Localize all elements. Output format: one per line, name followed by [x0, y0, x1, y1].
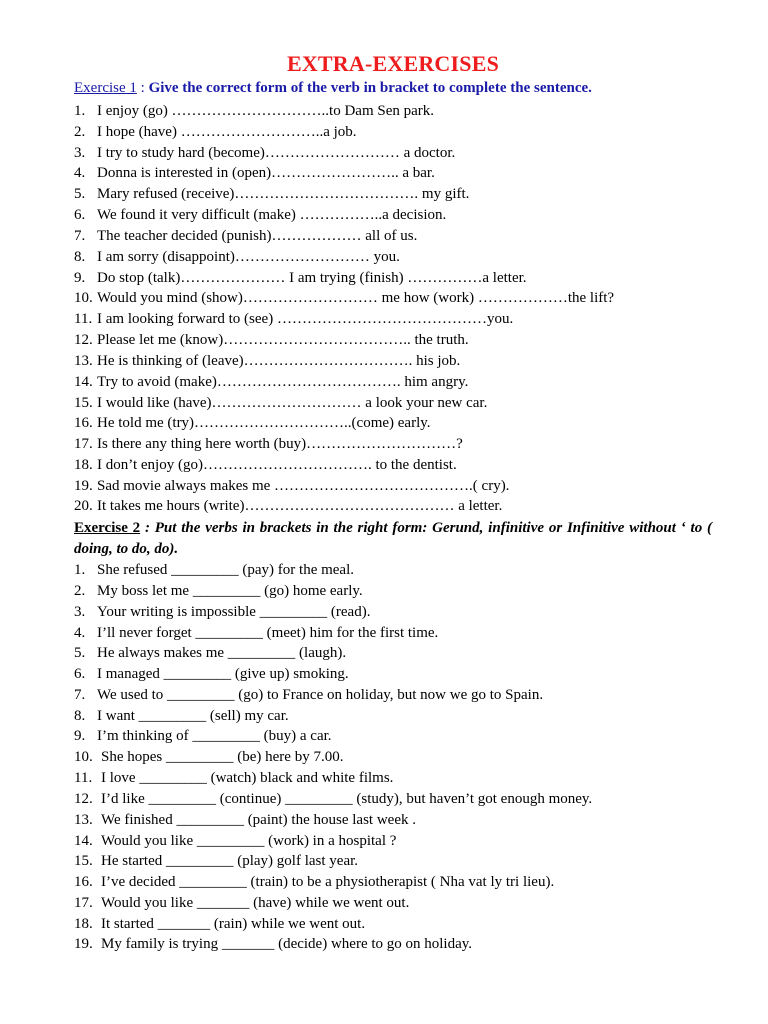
item-text: He is thinking of (leave)……………………………. his job. — [97, 353, 461, 369]
item-number: 6. — [74, 666, 86, 682]
item-number: 14. — [74, 833, 93, 849]
item-number: 13. — [74, 353, 93, 369]
exercise-1-item — [74, 269, 527, 287]
item-number: 19. — [74, 936, 93, 952]
item-text: She refused _________ (pay) for the meal. — [97, 562, 355, 578]
item-text: Mary refused (receive)………………………………. my gift. — [97, 186, 470, 202]
exercise-1-heading — [74, 80, 592, 97]
item-text: Please let me (know)……………………………….. the truth. — [97, 332, 469, 348]
item-number: 11. — [74, 311, 93, 327]
item-text: I’d like _________ (continue) _________ (study), but haven’t got enough money. — [101, 791, 593, 807]
item-number: 10. — [74, 290, 93, 306]
item-number: 2. — [74, 124, 86, 140]
exercise-1-item — [74, 248, 400, 266]
item-number: 16. — [74, 874, 93, 890]
item-number: 19. — [74, 478, 93, 494]
item-number: 3. — [74, 604, 86, 620]
item-text: I don’t enjoy (go)……………………………. to the dentist. — [97, 457, 457, 473]
item-text: It takes me hours (write)…………………………………… a letter. — [97, 498, 503, 514]
item-text: My family is trying _______ (decide) where to go on holiday. — [101, 936, 473, 952]
item-number: 9. — [74, 728, 86, 744]
item-number: 11. — [74, 770, 93, 786]
item-number: 12. — [74, 791, 93, 807]
exercise-1-item — [74, 185, 469, 203]
exercise-2-item — [74, 873, 554, 891]
item-number: 12. — [74, 332, 93, 348]
item-text: I’ll never forget _________ (meet) him for the first time. — [97, 625, 439, 641]
item-text: Try to avoid (make)………………………………. him angry. — [97, 374, 469, 390]
exercise-1-item — [74, 227, 417, 245]
item-number: 13. — [74, 812, 93, 828]
exercise-2-item — [74, 582, 363, 600]
item-text: Your writing is impossible _________ (read). — [97, 604, 371, 620]
exercise-1-item — [74, 289, 614, 307]
exercise-2-instruction: : Put the verbs in brackets in the right form: Gerund, infinitive or Infinitive without ‘ to ( doing, to do, do). — [74, 520, 712, 557]
item-text: Would you like _______ (have) while we went out. — [101, 895, 410, 911]
item-text: I enjoy (go) …………………………..to Dam Sen park. — [97, 103, 435, 119]
item-number: 16. — [74, 415, 93, 431]
item-number: 9. — [74, 270, 86, 286]
exercise-1-item — [74, 331, 469, 349]
item-number: 7. — [74, 228, 86, 244]
exercise-2-item — [74, 561, 354, 579]
exercise-1-label: Exercise 1 — [74, 80, 137, 96]
item-number: 20. — [74, 498, 93, 514]
exercise-2-item — [74, 915, 365, 933]
exercise-2-item — [74, 624, 438, 642]
exercise-2-item — [74, 894, 409, 912]
exercise-2-item — [74, 748, 343, 766]
exercise-2-item — [74, 769, 393, 787]
item-text: He always makes me _________ (laugh). — [97, 645, 347, 661]
item-text: We found it very difficult (make) ……………..a decision. — [97, 207, 447, 223]
exercise-2-item — [74, 852, 358, 870]
item-text: He started _________ (play) golf last year. — [101, 853, 359, 869]
exercise-2-item — [74, 727, 332, 745]
exercise-2-item — [74, 665, 349, 683]
exercise-1-item — [74, 310, 513, 328]
item-number: 4. — [74, 625, 86, 641]
item-number: 10. — [74, 749, 93, 765]
item-text: I want _________ (sell) my car. — [97, 708, 289, 724]
item-number: 14. — [74, 374, 93, 390]
exercise-1-instruction: Give the correct form of the verb in bracket to complete the sentence. — [144, 80, 592, 96]
item-text: I managed _________ (give up) smoking. — [97, 666, 349, 682]
item-text: Would you mind (show)……………………… me how (work) ………………the lift? — [97, 290, 615, 306]
exercise-1-item — [74, 144, 455, 162]
item-text: I am looking forward to (see) ……………………………………you. — [97, 311, 514, 327]
exercise-1-colon: : — [136, 80, 145, 96]
item-text: I love _________ (watch) black and white films. — [101, 770, 394, 786]
item-number: 7. — [74, 687, 86, 703]
item-number: 1. — [74, 103, 86, 119]
item-text: I’m thinking of _________ (buy) a car. — [97, 728, 332, 744]
item-number: 8. — [74, 249, 86, 265]
item-number: 5. — [74, 645, 86, 661]
item-text: I am sorry (disappoint)……………………… you. — [97, 249, 400, 265]
item-text: Would you like _________ (work) in a hospital ? — [101, 833, 397, 849]
item-number: 3. — [74, 145, 86, 161]
item-text: She hopes _________ (be) here by 7.00. — [101, 749, 344, 765]
item-number: 17. — [74, 436, 93, 452]
exercise-2-item — [74, 707, 289, 725]
exercise-2-item — [74, 603, 370, 621]
exercise-2-item — [74, 832, 396, 850]
item-text: My boss let me _________ (go) home early. — [97, 583, 363, 599]
item-number: 15. — [74, 853, 93, 869]
exercise-2-item — [74, 686, 543, 704]
item-text: He told me (try)…………………………..(come) early. — [97, 415, 431, 431]
item-text: Is there any thing here worth (buy)…………………………? — [97, 436, 463, 452]
exercise-1-item — [74, 497, 502, 515]
exercise-2-item — [74, 790, 592, 808]
item-text: I try to study hard (become)……………………… a doctor. — [97, 145, 456, 161]
item-number: 18. — [74, 457, 93, 473]
exercise-1-item — [74, 352, 460, 370]
page-title: EXTRA-EXERCISES — [286, 51, 500, 76]
item-number: 5. — [74, 186, 86, 202]
exercise-1-item — [74, 456, 457, 474]
exercise-1-item — [74, 435, 463, 453]
exercise-2-item — [74, 811, 416, 829]
item-number: 15. — [74, 395, 93, 411]
item-text: The teacher decided (punish)……………… all of us. — [97, 228, 418, 244]
item-number: 2. — [74, 583, 86, 599]
exercise-2-heading — [74, 518, 712, 560]
item-text: We used to _________ (go) to France on holiday, but now we go to Spain. — [97, 687, 544, 703]
item-number: 6. — [74, 207, 86, 223]
item-number: 8. — [74, 708, 86, 724]
item-text: I would like (have)………………………… a look your new car. — [97, 395, 488, 411]
exercise-1-item — [74, 477, 509, 495]
item-text: It started _______ (rain) while we went out. — [101, 916, 366, 932]
item-text: Do stop (talk)………………… I am trying (finish) ……………a letter. — [97, 270, 527, 286]
item-number: 1. — [74, 562, 86, 578]
exercise-2-item — [74, 644, 346, 662]
item-text: I’ve decided _________ (train) to be a physiotherapist ( Nha vat ly tri lieu). — [101, 874, 555, 890]
exercise-1-item — [74, 373, 468, 391]
exercise-1-item — [74, 164, 435, 182]
item-text: Sad movie always makes me ………………………………….( cry). — [97, 478, 510, 494]
exercise-1-item — [74, 394, 487, 412]
exercise-1-item — [74, 102, 434, 120]
item-number: 17. — [74, 895, 93, 911]
item-text: I hope (have) ………………………..a job. — [97, 124, 357, 140]
exercise-2-label: Exercise 2 — [74, 520, 141, 536]
exercise-1-item — [74, 206, 446, 224]
item-number: 18. — [74, 916, 93, 932]
exercise-1-item — [74, 123, 357, 141]
exercise-1-item — [74, 414, 431, 432]
item-text: Donna is interested in (open)…………………….. a bar. — [97, 165, 435, 181]
exercise-2-item — [74, 935, 472, 953]
item-text: We finished _________ (paint) the house last week . — [101, 812, 416, 828]
item-number: 4. — [74, 165, 86, 181]
